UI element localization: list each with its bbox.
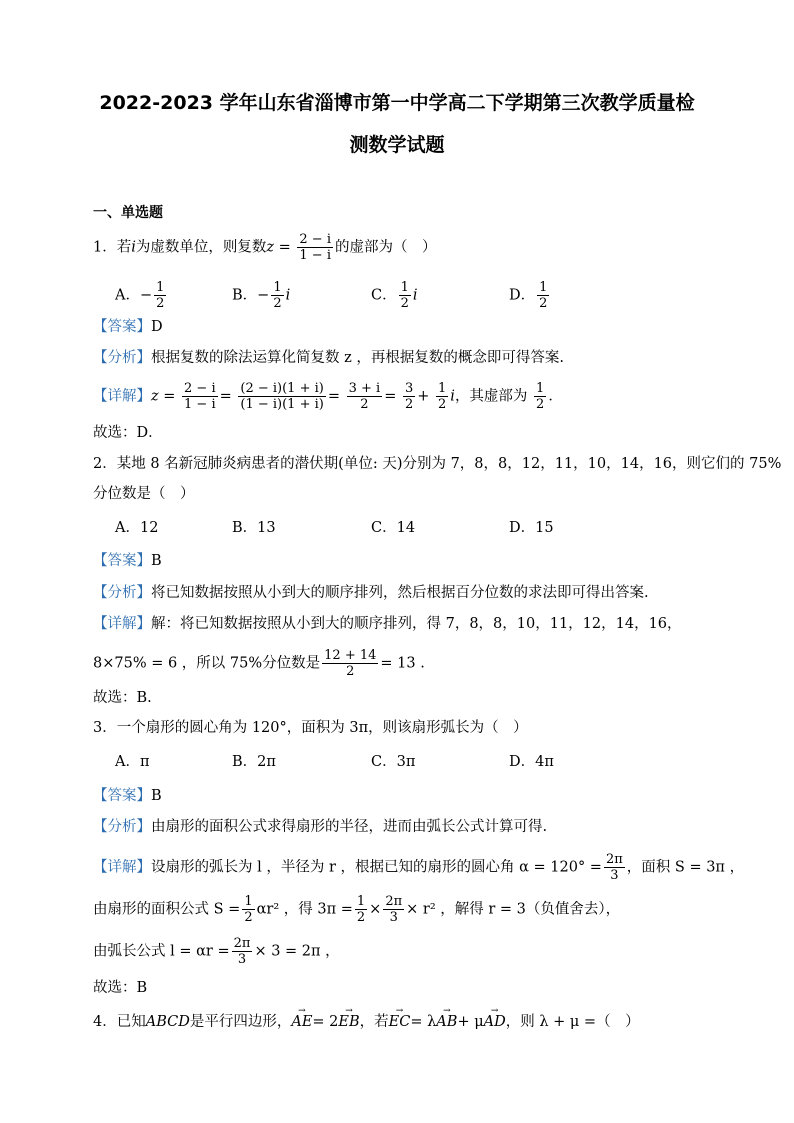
q2-option-a: A．12 (115, 520, 159, 536)
section-heading: 一、单选题 (93, 205, 163, 221)
q2-option-b: B．13 (232, 520, 276, 536)
q3-option-a: A．π (115, 754, 150, 770)
q2-analysis: 【分析】将已知数据按照从小到大的顺序排列，然后根据百分位数的求法即可得出答案. (93, 585, 649, 601)
q3-conclusion: 故选：B (93, 980, 148, 996)
q2-detail-line2: 8×75% = 6 ，所以 75%分位数是 $\frac{12 + 14}{2}$ = 13 . (93, 648, 425, 679)
q1-answer: 【答案】D (93, 319, 163, 335)
q2-option-c: C．14 (371, 520, 416, 536)
q3-detail-line2: 由扇形的面积公式 S = $\frac{1}{2}$ αr² ，得 3π = $\frac{1}{2}$ × $\frac{2\pi}{3}$ × r² ，解得 r = 3（负值舍去）， (93, 894, 621, 925)
q3-stem: 3．一个扇形的圆心角为 120°，面积为 3π，则该扇形弧长为（ ） (93, 720, 528, 736)
q3-detail-line1: 【详解】设扇形的弧长为 l ，半径为 r ，根据已知的扇形的圆心角 α = 120° = $\frac{2\pi}{3}$ ，面积 S = 3π ， (93, 852, 745, 883)
q3-analysis: 【分析】由扇形的面积公式求得扇形的半径，进而由弧长公式计算可得. (93, 819, 548, 835)
q3-option-c: C．3π (371, 754, 416, 770)
q1-option-b: B．− $\frac{1}{2}$ i (232, 280, 291, 311)
q2-stem-line2: 分位数是（ ） (93, 486, 195, 502)
q3-option-b: B．2π (232, 754, 276, 770)
q1-stem-fraction: $\frac{2 - i}{1 - i}$ (299, 232, 331, 263)
q1-options (115, 280, 675, 311)
q1-option-d: D． $\frac{1}{2}$ (509, 280, 548, 311)
doc-title-line2: 测数学试题 (349, 134, 445, 156)
q3-answer: 【答案】B (93, 788, 162, 804)
q2-options (115, 518, 675, 540)
q2-stem-line1: 2．某地 8 名新冠肺炎病患者的潜伏期(单位: 天)分别为 7，8，8，12，11，10，14，16，则它们的 75% (93, 456, 782, 472)
q1-option-a: A．− $\frac{1}{2}$ (115, 280, 165, 311)
q2-conclusion: 故选：B. (93, 690, 152, 706)
q1-conclusion: 故选：D． (93, 425, 163, 441)
q2-detail-line1: 【详解】解：将已知数据按照从小到大的顺序排列，得 7，8，8，10，11，12，14，16， (93, 616, 682, 632)
q1-stem: 1．若i为虚数单位，则复数z = $\frac{2 - i}{1 - i}$ 的虚部为（ ） (93, 232, 437, 263)
q1-option-c: C． $\frac{1}{2}$ i (371, 280, 418, 311)
q2-option-d: D．15 (509, 520, 554, 536)
q2-answer: 【答案】B (93, 553, 162, 569)
q3-detail-line3: 由弧长公式 l = αr = $\frac{2\pi}{3}$ × 3 = 2π ， (93, 936, 340, 967)
q1-analysis: 【分析】根据复数的除法运算化简复数 z ，再根据复数的概念即可得答案. (93, 350, 564, 366)
q3-options (115, 752, 675, 774)
q1-detail: 【详解】z = $\frac{2 - i}{1 - i}$ = $\frac{(2 - i)(1 + i)}{(1 - i)(1 + i)}$ = $\frac{3 + i}{2}$ = $\frac{3}{2}$ + $\frac{1}{2}$ i，其虚部为 $\frac{1}{2}$ ． (93, 381, 563, 412)
q3-option-d: D．4π (509, 754, 554, 770)
q4-stem: 4．已知ABCD是平行四边形，→ AE= 2→ EB，若→ EC= λ→ AB+ μ→ AD，则 λ + μ =（ ） (93, 1012, 640, 1032)
doc-title-line1: 2022-2023 学年山东省淄博市第一中学高二下学期第三次教学质量检 (99, 92, 695, 114)
